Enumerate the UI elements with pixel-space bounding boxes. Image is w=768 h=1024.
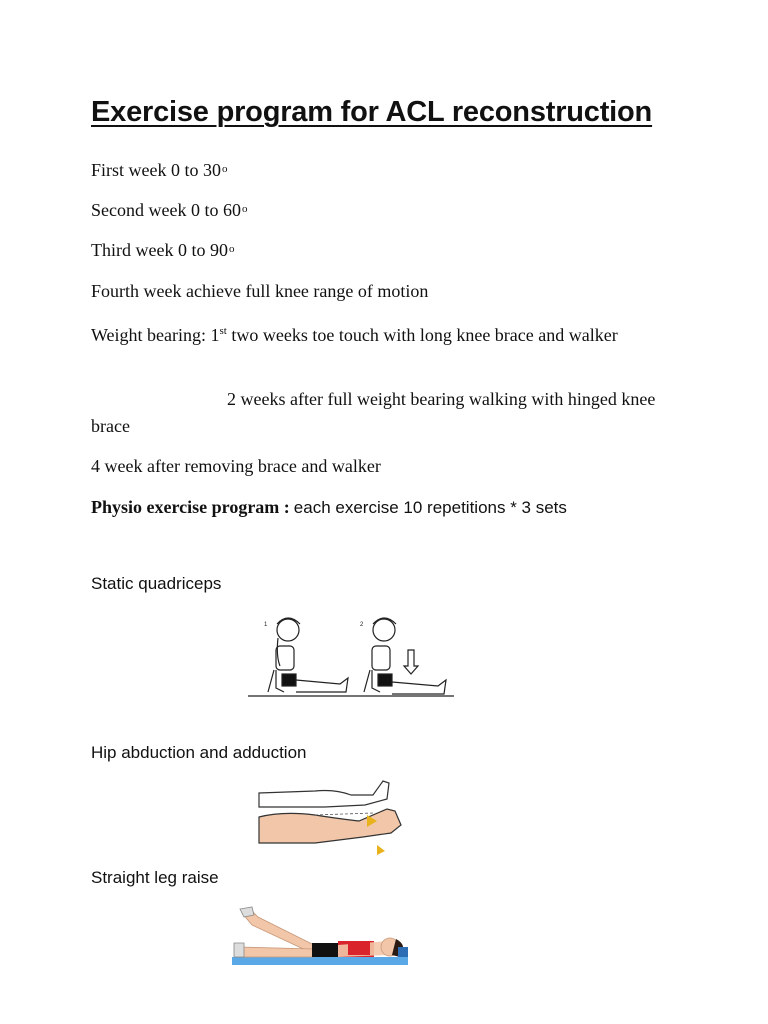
figure-step-1 [268, 618, 348, 692]
arrow-icon [377, 845, 385, 855]
page-title: Exercise program for ACL reconstruction [91, 96, 653, 128]
rom-week4: Fourth week achieve full knee range of motion [91, 281, 429, 301]
physio-text: each exercise 10 repetitions * 3 sets [293, 498, 567, 517]
physio-program [91, 497, 567, 518]
step-2-label: 2 [360, 622, 364, 628]
weight-bearing-line2: 2 weeks after full weight bearing walking with hinged knee brace [91, 389, 656, 436]
physio-label: Physio exercise program : [91, 497, 290, 517]
degree-symbol: o [241, 203, 248, 215]
hip-abduction-illustration [255, 775, 405, 855]
static-quadriceps-illustration [240, 608, 460, 708]
exercise-name-straight-leg-raise: Straight leg raise [91, 868, 219, 887]
step-1-label: 1 [264, 622, 268, 628]
rom-week2: Second week 0 to 60$^o$ [91, 200, 248, 220]
rom-week3: Third week 0 to 90$^o$ [91, 240, 235, 260]
weight-bearing-paragraph: Weight bearing: 1st two weeks toe touch with long knee brace and walker [91, 325, 618, 345]
degree-symbol: o [228, 243, 235, 255]
weight-bearing-line3: 4 week after removing brace and walker [91, 456, 381, 476]
rom-week1: First week 0 to 30$^o$ [91, 160, 228, 180]
degree-symbol: o [222, 163, 228, 175]
figure-step-2 [364, 618, 446, 694]
exercise-name-hip-abduction: Hip abduction and adduction [91, 743, 307, 762]
exercise-name-static-quadriceps: Static quadriceps [91, 574, 222, 593]
straight-leg-raise-illustration [228, 905, 413, 970]
